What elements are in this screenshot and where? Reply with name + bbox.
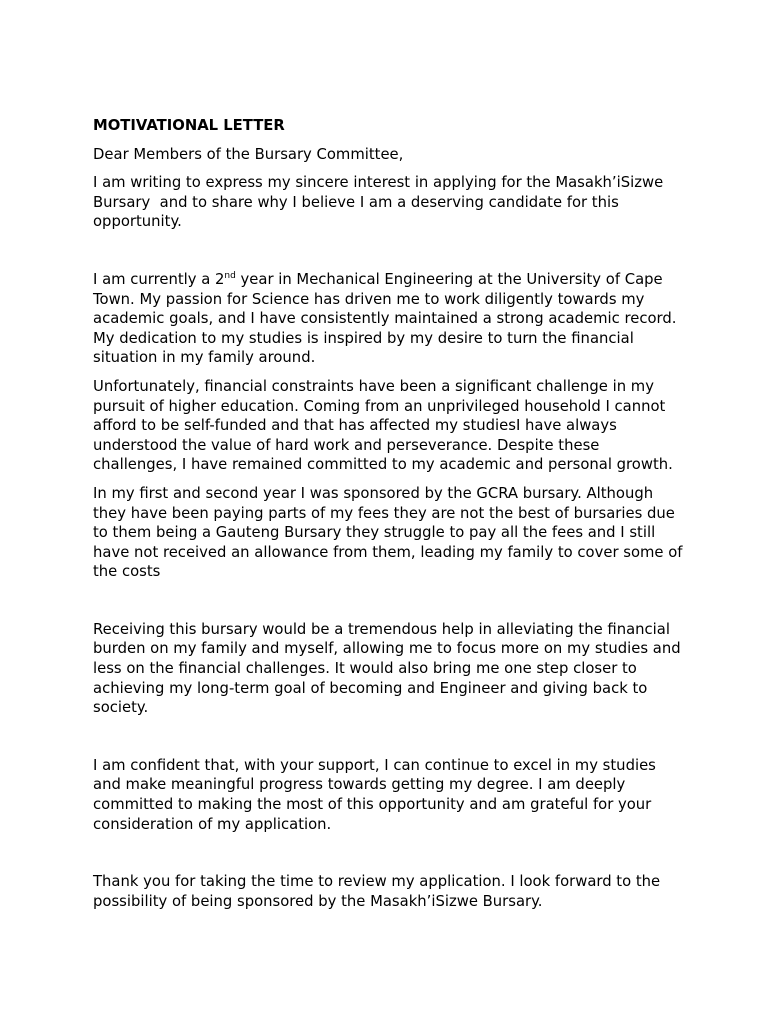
financial-paragraph: Unfortunately, financial constraints have been a significant challenge in my pursuit of higher education. Coming from an unprivileged household I cannot afford to be self-funded and that has affected my studiesI have always understood the value of hard work and perseverance. Despite these challenges, I have remained committed to my academic and personal growth. bbox=[93, 377, 673, 474]
sponsorship-paragraph: In my first and second year I was sponsored by the GCRA bursary. Although they have been paying parts of my fees they are not the best of bursaries due to them being a Gauteng Bursary they struggle to pay all the fees and I still have not received an allowance from them, leading my family to cover some of the costs bbox=[93, 484, 688, 581]
letter-title: MOTIVATIONAL LETTER bbox=[93, 117, 285, 134]
study-text-rest: year in Mechanical Engineering at the University of Cape Town. My passion for Science has driven me to work diligently towards my academic goals, and I have consistently maintained a strong academic record. My dedication to my studies is inspired by my desire to turn the financial situation in my family around. bbox=[93, 270, 682, 367]
study-paragraph bbox=[93, 270, 683, 368]
letter-body bbox=[93, 116, 688, 920]
benefit-paragraph: Receiving this bursary would be a tremendous help in alleviating the financial burden on my family and myself, allowing me to focus more on my studies and less on the financial challenges. It would also bring me one step closer to achieving my long-term goal of becoming and Engineer and giving back to society. bbox=[93, 620, 686, 717]
closing-paragraph: Thank you for taking the time to review my application. I look forward to the possibility of being sponsored by the Masakh’iSizwe Bursary. bbox=[93, 873, 665, 910]
confidence-paragraph: I am confident that, with your support, I can continue to excel in my studies and make meaningful progress towards getting my degree. I am deeply committed to making the most of this opportunity and am grateful for your consideration of my application. bbox=[93, 756, 661, 833]
intro-paragraph: I am writing to express my sincere interest in applying for the Masakh’iSizwe Bursary and to share why I believe I am a deserving candidate for this opportunity. bbox=[93, 174, 668, 231]
salutation: Dear Members of the Bursary Committee, bbox=[93, 145, 404, 163]
study-text-start: I am currently a 2 bbox=[93, 270, 225, 288]
ordinal-suffix: nd bbox=[224, 270, 236, 281]
